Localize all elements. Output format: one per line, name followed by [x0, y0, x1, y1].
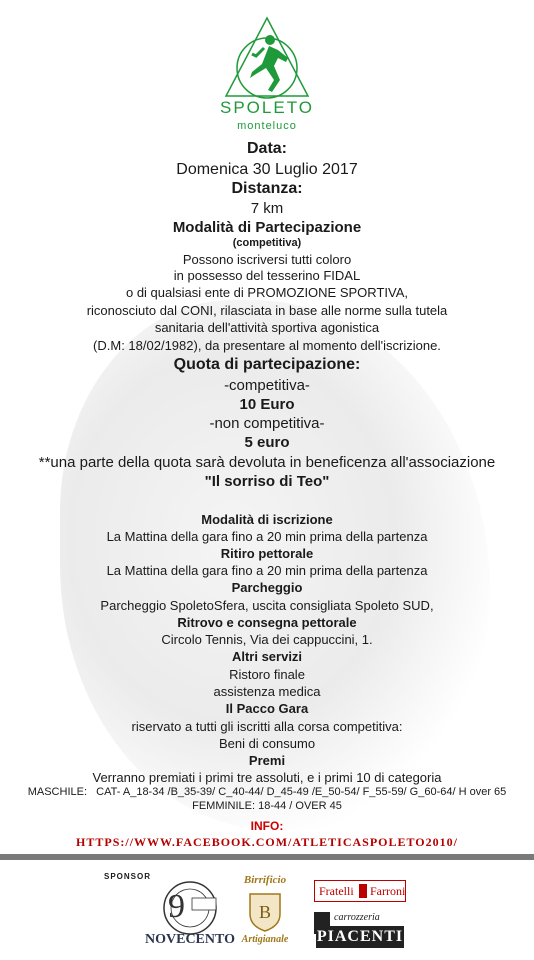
iscrizione-text: La Mattina della gara fino a 20 min prima della partenza — [106, 529, 428, 544]
sponsor-novecento — [145, 880, 235, 954]
brand-sub: monteluco — [237, 120, 297, 132]
sponsor-piacenti — [314, 912, 406, 952]
data-label: Data: — [246, 140, 287, 157]
iscrizione-title: Modalità di iscrizione — [201, 512, 333, 527]
carrozzeria-label: carrozzeria — [334, 912, 380, 923]
ritrovo-text: Circolo Tennis, Via dei cappuccini, 1. — [161, 632, 373, 647]
associazione-name: "Il sorriso di Teo" — [204, 473, 330, 490]
info-label: INFO: — [250, 819, 284, 833]
modalita-line: riconosciuto dal CONI, rilasciata in base alle norme sulla tutela — [86, 303, 448, 318]
novecento-name: NOVECENTO — [145, 932, 235, 947]
categorie-maschile: MASCHILE: CAT- A_18-34 /B_35-39/ C_40-44/ D_45-49 /E_50-54/ F_55-59/ G_60-64/ H over 65 — [27, 786, 507, 798]
ritrovo-title: Ritrovo e consegna pettorale — [177, 615, 357, 630]
premi-text: Verranno premiati i primi tre assoluti, e i primi 10 di categoria — [92, 770, 442, 785]
shield-icon — [248, 892, 282, 932]
modalita-line: (D.M: 18/02/1982), da presentare al momento dell'iscrizione. — [93, 338, 441, 353]
servizi-item: assistenza medica — [213, 684, 321, 699]
modalita-line: Possono iscriversi tutti coloro — [182, 252, 352, 267]
quota-noncomp-label: -non competitiva- — [209, 415, 325, 432]
quota-noncomp-value: 5 euro — [244, 434, 290, 451]
birrificio-name: Birrificio — [243, 874, 287, 886]
piacenti-name: PIACENTI — [316, 926, 404, 948]
distanza-label: Distanza: — [231, 180, 303, 197]
servizi-item: Ristoro finale — [229, 667, 305, 682]
beneficenza-text: **una parte della quota sarà devoluta in beneficenza all'associazione — [38, 454, 496, 471]
divider — [0, 854, 534, 860]
pacco-text: riservato a tutti gli iscritti alla corsa competitiva: — [131, 719, 403, 734]
novecento-numeral: 9 — [168, 888, 185, 925]
quota-comp-value: 10 Euro — [239, 396, 295, 413]
premi-title: Premi — [248, 753, 286, 768]
servizi-title: Altri servizi — [231, 649, 303, 664]
sponsor-label: SPONSOR — [104, 872, 152, 881]
data-value: Domenica 30 Luglio 2017 — [176, 161, 358, 178]
ritiro-title: Ritiro pettorale — [220, 546, 314, 561]
brand-name: SPOLETO — [220, 98, 314, 117]
quota-comp-label: -competitiva- — [224, 377, 310, 394]
pacco-title: Il Pacco Gara — [225, 701, 309, 716]
categorie-femminile: FEMMINILE: 18-44 / OVER 45 — [192, 800, 342, 812]
modalita-line: sanitaria dell'attività sportiva agonistica — [154, 320, 380, 335]
ritiro-text: La Mattina della gara fino a 20 min prima della partenza — [106, 563, 428, 578]
svg-text:B: B — [258, 902, 272, 922]
facebook-link[interactable]: HTTPS://WWW.FACEBOOK.COM/ATLETICASPOLETO2010/ — [76, 835, 458, 849]
quota-title: Quota di partecipazione: — [173, 356, 361, 373]
artigianale-name: Artigianale — [241, 934, 289, 945]
parcheggio-title: Parcheggio — [231, 580, 303, 595]
fratelli-name: Fratelli — [319, 884, 354, 898]
modalita-title: Modalità di Partecipazione — [172, 219, 362, 236]
modalita-line: o di qualsiasi ente di PROMOZIONE SPORTIVA, — [125, 285, 408, 300]
modalita-line: in possesso del tesserino FIDAL — [173, 268, 361, 283]
modalita-sub: (competitiva) — [232, 237, 302, 249]
sponsor-farroni — [314, 880, 406, 902]
farroni-name: Farroni — [370, 884, 406, 898]
sponsor-birrificio — [234, 874, 296, 956]
parcheggio-text: Parcheggio SpoletoSfera, uscita consigliata Spoleto SUD, — [100, 598, 434, 613]
novecento-emblem-icon — [150, 880, 230, 936]
distanza-value: 7 km — [250, 200, 284, 217]
pacco-text: Beni di consumo — [218, 736, 316, 751]
farroni-mark-icon — [359, 884, 367, 898]
